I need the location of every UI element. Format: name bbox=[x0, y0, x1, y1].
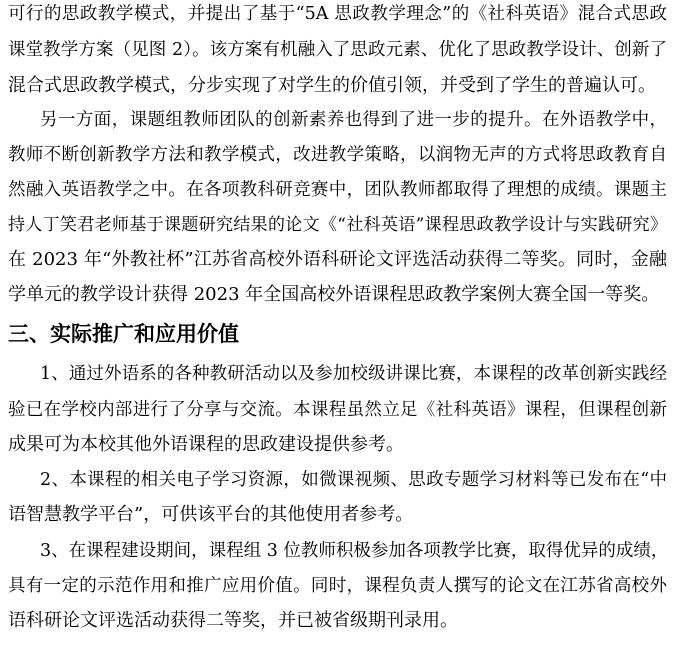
item-3-line-1: 3、在课程建设期间，课程组 3 位教师积极参加各项教学比赛，取得优异的成绩， bbox=[40, 541, 669, 561]
innovation-line-2: 教师不断创新教学方法和教学模式，改进教学策略，以润物无声的方式将思政教育自 bbox=[8, 145, 667, 165]
item-1-line-3: 成果可为本校其他外语课程的思政建设提供参考。 bbox=[8, 434, 404, 455]
innovation-line-1: 另一方面，课题组教师团队的创新素养也得到了进一步的提升。在外语教学中， bbox=[40, 110, 667, 130]
item-3-line-2: 具有一定的示范作用和推广应用价值。同时，课程负责人撰写的论文在江苏省高校外 bbox=[8, 576, 667, 596]
item-1-line-1: 1、通过外语系的各种教研活动以及参加校级讲课比赛，本课程的改革创新实践经 bbox=[40, 364, 667, 384]
item-2-line-2: 语智慧教学平台”，可供该平台的其他使用者参考。 bbox=[8, 504, 414, 525]
section-heading: 三、实际推广和应用价值 bbox=[8, 322, 239, 346]
innovation-line-6: 学单元的教学设计获得 2023 年全国高校外语课程思政教学案例大赛全国一等奖。 bbox=[8, 284, 660, 305]
intro-line-1: 可行的思政教学模式，并提出了基于“5A 思政教学理念”的《社科英语》混合式思政 bbox=[8, 4, 667, 24]
intro-line-3: 混合式思政教学模式，分步实现了对学生的价值引领，并受到了学生的普遍认可。 bbox=[8, 75, 656, 96]
intro-line-2: 课堂教学方案（见图 2）。该方案有机融入了思政元素、优化了思政教学设计、创新了 bbox=[8, 40, 667, 60]
item-3-line-3: 语科研论文评选活动获得二等奖，并已被省级期刊录用。 bbox=[8, 610, 458, 631]
innovation-line-4: 持人丁笑君老师基于课题研究结果的论文《“社科英语”课程思政教学设计与实践研究》 bbox=[8, 215, 667, 235]
innovation-line-3: 然融入英语教学之中。在各项教科研竞赛中，团队教师都取得了理想的成绩。课题主 bbox=[8, 180, 667, 200]
innovation-line-5: 在 2023 年“外教社杯”江苏省高校外语科研论文评选活动获得二等奖。同时，金融 bbox=[8, 249, 667, 270]
item-2-line-1: 2、本课程的相关电子学习资源，如微课视频、思政专题学习材料等已发布在“中 bbox=[40, 470, 667, 490]
item-1-line-2: 验已在学校内部进行了分享与交流。本课程虽然立足《社科英语》课程，但课程创新 bbox=[8, 400, 667, 420]
